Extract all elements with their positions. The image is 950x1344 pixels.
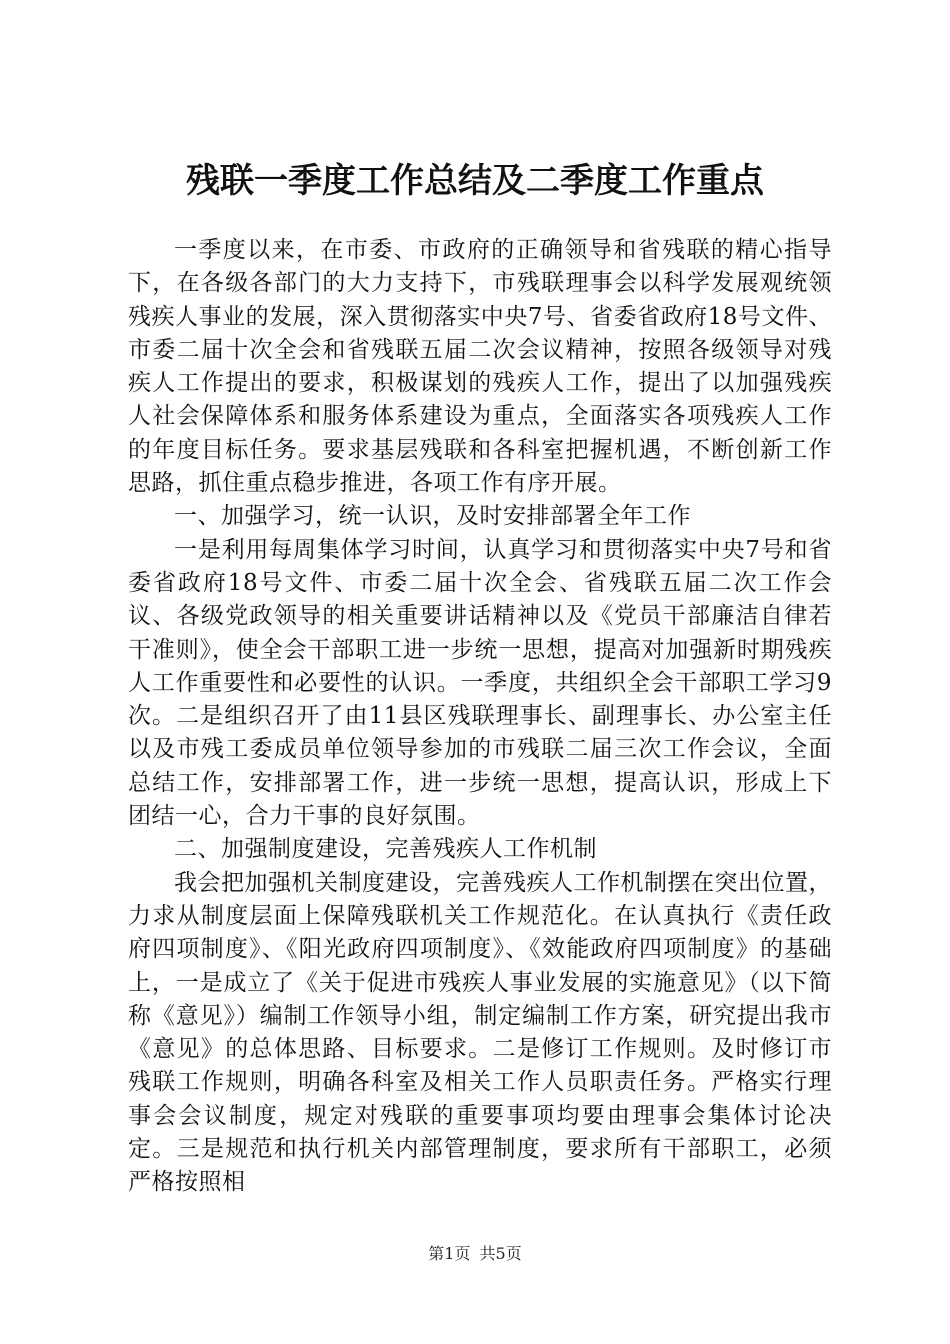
page-footer [0, 1243, 950, 1265]
document-body [128, 234, 832, 1200]
section-1-paragraph: 一是利用每周集体学习时间，认真学习和贯彻落实中央7号和省委省政府18号文件、市委二届十次全会、省残联五届二次工作会议、各级党政领导的相关重要讲话精神以及《党员干部廉洁自律若干准则》，使全会干部职工进一步统一思想，提高对加强新时期残疾人工作重要性和必要性的认识。一季度，共组织全会干部职工学习9次。二是组织召开了由11县区残联理事长、副理事长、办公室主任以及市残工委成员单位领导参加的市残联二届三次工作会议，全面总结工作，安排部署工作，进一步统一思想，提高认识，形成上下团结一心，合力干事的良好氛围。 [128, 536, 832, 830]
section-2-paragraph: 我会把加强机关制度建设，完善残疾人工作机制摆在突出位置，力求从制度层面上保障残联机关工作规范化。在认真执行《责任政府四项制度》、《阳光政府四项制度》、《效能政府四项制度》的基础上，一是成立了《关于促进市残疾人事业发展的实施意见》（以下简称《意见》）编制工作领导小组，制定编制工作方案，研究提出我市《意见》的总体思路、目标要求。二是修订工作规则。及时修订市残联工作规则，明确各科室及相关工作人员职责任务。严格实行理事会会议制度，规定对残联的重要事项均要由理事会集体讨论决定。三是规范和执行机关内部管理制度，要求所有干部职工，必须严格按照相 [128, 869, 832, 1196]
page-total: 共5页 [479, 1244, 522, 1263]
intro-paragraph: 一季度以来，在市委、市政府的正确领导和省残联的精心指导下，在各级各部门的大力支持下，市残联理事会以科学发展观统领残疾人事业的发展，深入贯彻落实中央7号、省委省政府18号文件、市委二届十次全会和省残联五届二次会议精神，按照各级领导对残疾人工作提出的要求，积极谋划的残疾人工作，提出了以加强残疾人社会保障体系和服务体系建设为重点，全面落实各项残疾人工作的年度目标任务。要求基层残联和各科室把握机遇，不断创新工作思路，抓住重点稳步推进，各项工作有序开展。 [128, 237, 832, 497]
section-heading-2: 二、加强制度建设，完善残疾人工作机制 [174, 836, 597, 863]
page-title: 残联一季度工作总结及二季度工作重点 [186, 161, 764, 201]
section-heading-1: 一、加强学习，统一认识，及时安排部署全年工作 [174, 503, 691, 530]
page-number: 第1页 [428, 1244, 471, 1263]
